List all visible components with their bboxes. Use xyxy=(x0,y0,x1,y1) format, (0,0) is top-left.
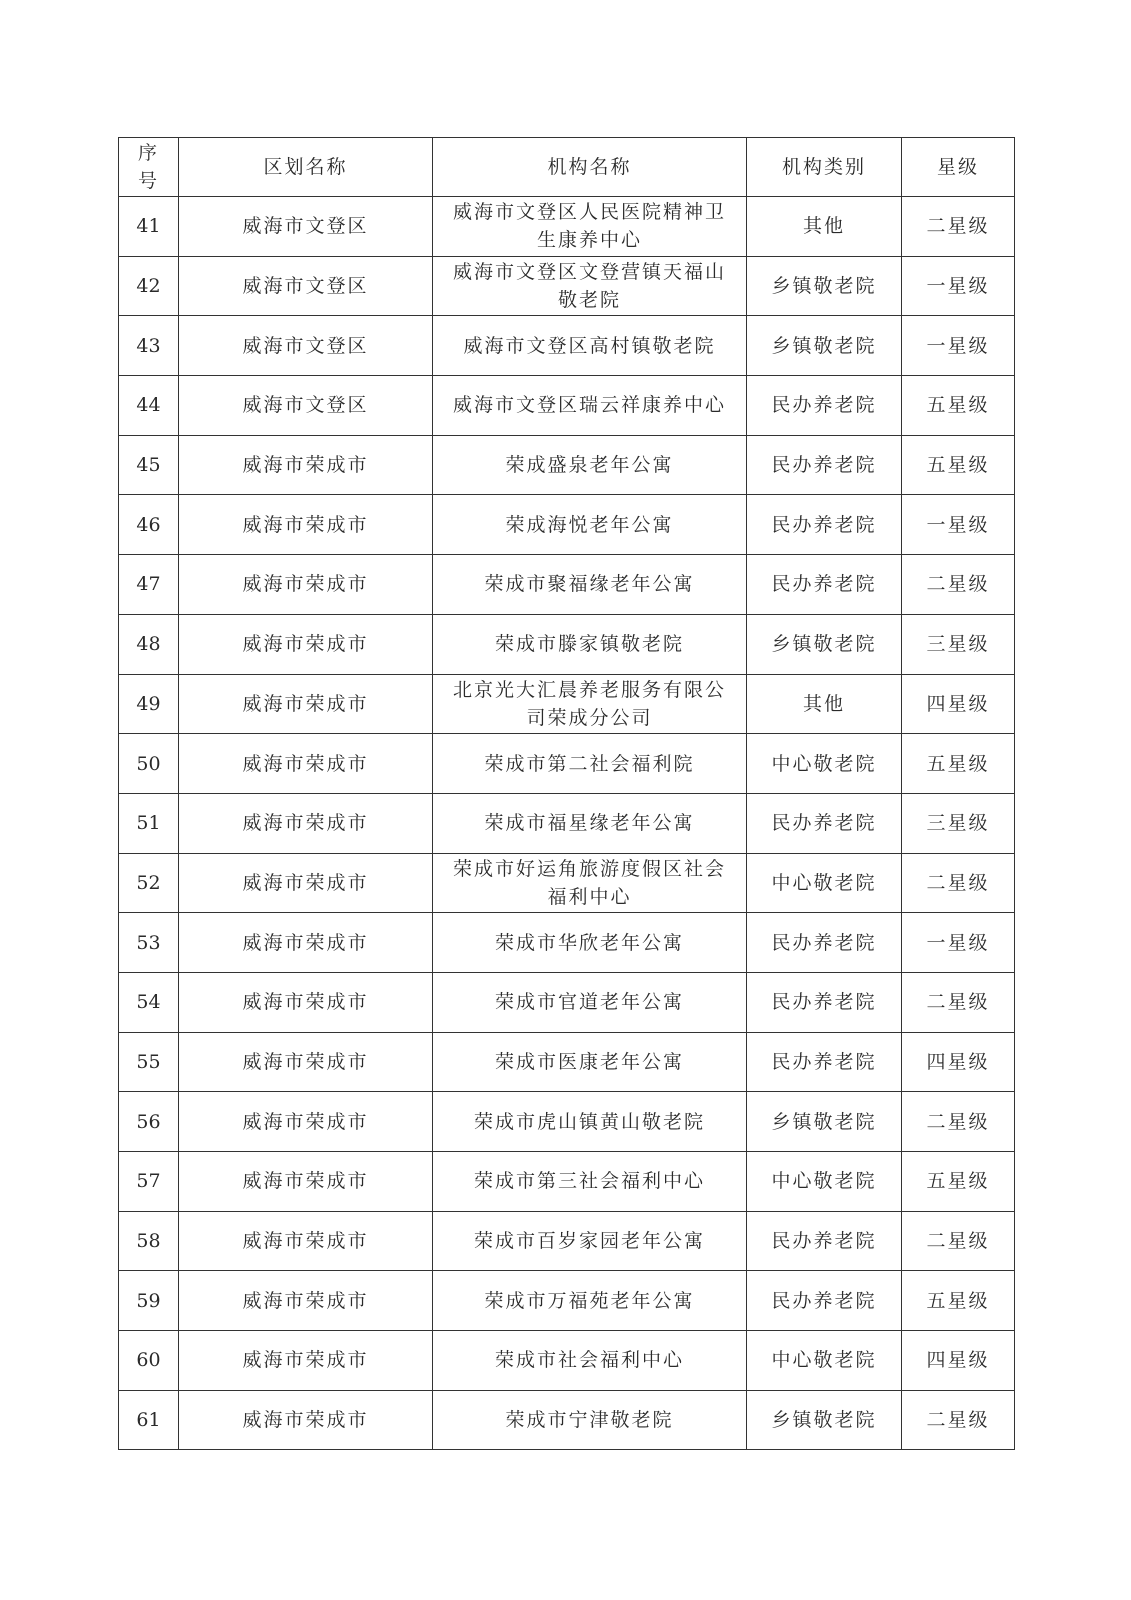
cell-star-rating: 四星级 xyxy=(902,1032,1015,1092)
cell-institution-category: 中心敬老院 xyxy=(747,734,902,794)
table-row xyxy=(119,614,1015,674)
cell-institution-name: 荣成市福星缘老年公寓 xyxy=(433,793,747,853)
cell-district-name: 威海市荣成市 xyxy=(179,435,433,495)
cell-star-rating: 二星级 xyxy=(902,1390,1015,1450)
cell-serial-number: 47 xyxy=(119,555,179,615)
cell-institution-category: 民办养老院 xyxy=(747,495,902,555)
cell-institution-category: 其他 xyxy=(747,674,902,734)
cell-star-rating: 一星级 xyxy=(902,913,1015,973)
table-row xyxy=(119,734,1015,794)
cell-serial-number: 59 xyxy=(119,1271,179,1331)
cell-district-name: 威海市荣成市 xyxy=(179,555,433,615)
header-district-name: 区划名称 xyxy=(179,138,433,197)
cell-institution-category: 乡镇敬老院 xyxy=(747,316,902,376)
table-row xyxy=(119,316,1015,376)
cell-district-name: 威海市荣成市 xyxy=(179,1331,433,1391)
table-row xyxy=(119,1032,1015,1092)
table-row xyxy=(119,913,1015,973)
cell-institution-category: 民办养老院 xyxy=(747,555,902,615)
cell-district-name: 威海市荣成市 xyxy=(179,1390,433,1450)
cell-institution-name: 荣成市好运角旅游度假区社会福利中心 xyxy=(433,853,747,913)
cell-serial-number: 51 xyxy=(119,793,179,853)
cell-institution-category: 乡镇敬老院 xyxy=(747,1092,902,1152)
table-row xyxy=(119,376,1015,436)
table-row xyxy=(119,1092,1015,1152)
cell-serial-number: 60 xyxy=(119,1331,179,1391)
cell-star-rating: 三星级 xyxy=(902,793,1015,853)
cell-institution-category: 民办养老院 xyxy=(747,1271,902,1331)
cell-district-name: 威海市荣成市 xyxy=(179,1152,433,1212)
cell-star-rating: 四星级 xyxy=(902,674,1015,734)
table-row xyxy=(119,555,1015,615)
cell-institution-name: 荣成海悦老年公寓 xyxy=(433,495,747,555)
cell-district-name: 威海市荣成市 xyxy=(179,734,433,794)
cell-district-name: 威海市荣成市 xyxy=(179,1092,433,1152)
table-row xyxy=(119,1331,1015,1391)
table-row xyxy=(119,435,1015,495)
cell-institution-category: 乡镇敬老院 xyxy=(747,1390,902,1450)
cell-institution-name: 荣成市医康老年公寓 xyxy=(433,1032,747,1092)
cell-star-rating: 二星级 xyxy=(902,1211,1015,1271)
table-row xyxy=(119,793,1015,853)
cell-institution-name: 威海市文登区人民医院精神卫生康养中心 xyxy=(433,197,747,257)
cell-star-rating: 二星级 xyxy=(902,972,1015,1032)
cell-institution-name: 荣成市第三社会福利中心 xyxy=(433,1152,747,1212)
header-star-rating: 星级 xyxy=(902,138,1015,197)
cell-institution-name: 荣成盛泉老年公寓 xyxy=(433,435,747,495)
table-row xyxy=(119,256,1015,316)
cell-institution-category: 民办养老院 xyxy=(747,1032,902,1092)
cell-star-rating: 三星级 xyxy=(902,614,1015,674)
cell-district-name: 威海市荣成市 xyxy=(179,674,433,734)
cell-institution-category: 其他 xyxy=(747,197,902,257)
cell-institution-category: 民办养老院 xyxy=(747,972,902,1032)
cell-institution-name: 荣成市滕家镇敬老院 xyxy=(433,614,747,674)
cell-serial-number: 58 xyxy=(119,1211,179,1271)
cell-serial-number: 49 xyxy=(119,674,179,734)
cell-institution-category: 民办养老院 xyxy=(747,913,902,973)
cell-district-name: 威海市文登区 xyxy=(179,256,433,316)
cell-star-rating: 四星级 xyxy=(902,1331,1015,1391)
table-row xyxy=(119,972,1015,1032)
table-row xyxy=(119,1390,1015,1450)
cell-institution-name: 北京光大汇晨养老服务有限公司荣成分公司 xyxy=(433,674,747,734)
cell-star-rating: 二星级 xyxy=(902,555,1015,615)
table-row xyxy=(119,674,1015,734)
cell-serial-number: 54 xyxy=(119,972,179,1032)
cell-serial-number: 45 xyxy=(119,435,179,495)
cell-star-rating: 一星级 xyxy=(902,495,1015,555)
cell-serial-number: 56 xyxy=(119,1092,179,1152)
cell-serial-number: 50 xyxy=(119,734,179,794)
table-header-row xyxy=(119,138,1015,197)
table-row xyxy=(119,197,1015,257)
cell-institution-category: 民办养老院 xyxy=(747,435,902,495)
table-row xyxy=(119,1271,1015,1331)
cell-institution-name: 荣成市聚福缘老年公寓 xyxy=(433,555,747,615)
cell-district-name: 威海市荣成市 xyxy=(179,913,433,973)
elderly-care-institution-table xyxy=(118,137,1015,1450)
table-row xyxy=(119,1152,1015,1212)
cell-star-rating: 二星级 xyxy=(902,853,1015,913)
cell-institution-category: 中心敬老院 xyxy=(747,1152,902,1212)
cell-district-name: 威海市荣成市 xyxy=(179,853,433,913)
cell-star-rating: 五星级 xyxy=(902,376,1015,436)
cell-institution-category: 民办养老院 xyxy=(747,793,902,853)
table-row xyxy=(119,495,1015,555)
cell-institution-name: 荣成市第二社会福利院 xyxy=(433,734,747,794)
cell-district-name: 威海市荣成市 xyxy=(179,495,433,555)
cell-serial-number: 42 xyxy=(119,256,179,316)
cell-institution-name: 荣成市百岁家园老年公寓 xyxy=(433,1211,747,1271)
cell-district-name: 威海市荣成市 xyxy=(179,1032,433,1092)
header-institution-name: 机构名称 xyxy=(433,138,747,197)
cell-district-name: 威海市荣成市 xyxy=(179,793,433,853)
cell-institution-category: 民办养老院 xyxy=(747,1211,902,1271)
cell-institution-name: 荣成市万福苑老年公寓 xyxy=(433,1271,747,1331)
cell-serial-number: 52 xyxy=(119,853,179,913)
cell-serial-number: 48 xyxy=(119,614,179,674)
cell-serial-number: 57 xyxy=(119,1152,179,1212)
cell-district-name: 威海市荣成市 xyxy=(179,1211,433,1271)
cell-institution-name: 威海市文登区高村镇敬老院 xyxy=(433,316,747,376)
cell-star-rating: 一星级 xyxy=(902,316,1015,376)
cell-institution-name: 荣成市社会福利中心 xyxy=(433,1331,747,1391)
cell-district-name: 威海市文登区 xyxy=(179,316,433,376)
header-institution-category: 机构类别 xyxy=(747,138,902,197)
cell-serial-number: 44 xyxy=(119,376,179,436)
cell-star-rating: 二星级 xyxy=(902,1092,1015,1152)
cell-serial-number: 46 xyxy=(119,495,179,555)
cell-institution-name: 荣成市宁津敬老院 xyxy=(433,1390,747,1450)
cell-star-rating: 五星级 xyxy=(902,1271,1015,1331)
cell-serial-number: 61 xyxy=(119,1390,179,1450)
cell-star-rating: 五星级 xyxy=(902,1152,1015,1212)
cell-star-rating: 二星级 xyxy=(902,197,1015,257)
cell-institution-name: 威海市文登区瑞云祥康养中心 xyxy=(433,376,747,436)
cell-serial-number: 55 xyxy=(119,1032,179,1092)
cell-serial-number: 53 xyxy=(119,913,179,973)
cell-serial-number: 41 xyxy=(119,197,179,257)
cell-star-rating: 五星级 xyxy=(902,734,1015,794)
cell-institution-category: 中心敬老院 xyxy=(747,1331,902,1391)
cell-district-name: 威海市文登区 xyxy=(179,376,433,436)
cell-institution-name: 荣成市虎山镇黄山敬老院 xyxy=(433,1092,747,1152)
cell-institution-name: 威海市文登区文登营镇天福山敬老院 xyxy=(433,256,747,316)
cell-star-rating: 五星级 xyxy=(902,435,1015,495)
cell-institution-category: 中心敬老院 xyxy=(747,853,902,913)
table-body xyxy=(119,197,1015,1450)
cell-institution-category: 民办养老院 xyxy=(747,376,902,436)
cell-star-rating: 一星级 xyxy=(902,256,1015,316)
cell-serial-number: 43 xyxy=(119,316,179,376)
cell-district-name: 威海市荣成市 xyxy=(179,614,433,674)
cell-institution-category: 乡镇敬老院 xyxy=(747,614,902,674)
cell-district-name: 威海市文登区 xyxy=(179,197,433,257)
cell-district-name: 威海市荣成市 xyxy=(179,1271,433,1331)
header-serial-number: 序号 xyxy=(119,138,179,197)
table-row xyxy=(119,853,1015,913)
cell-district-name: 威海市荣成市 xyxy=(179,972,433,1032)
cell-institution-name: 荣成市华欣老年公寓 xyxy=(433,913,747,973)
table-row xyxy=(119,1211,1015,1271)
cell-institution-category: 乡镇敬老院 xyxy=(747,256,902,316)
cell-institution-name: 荣成市官道老年公寓 xyxy=(433,972,747,1032)
